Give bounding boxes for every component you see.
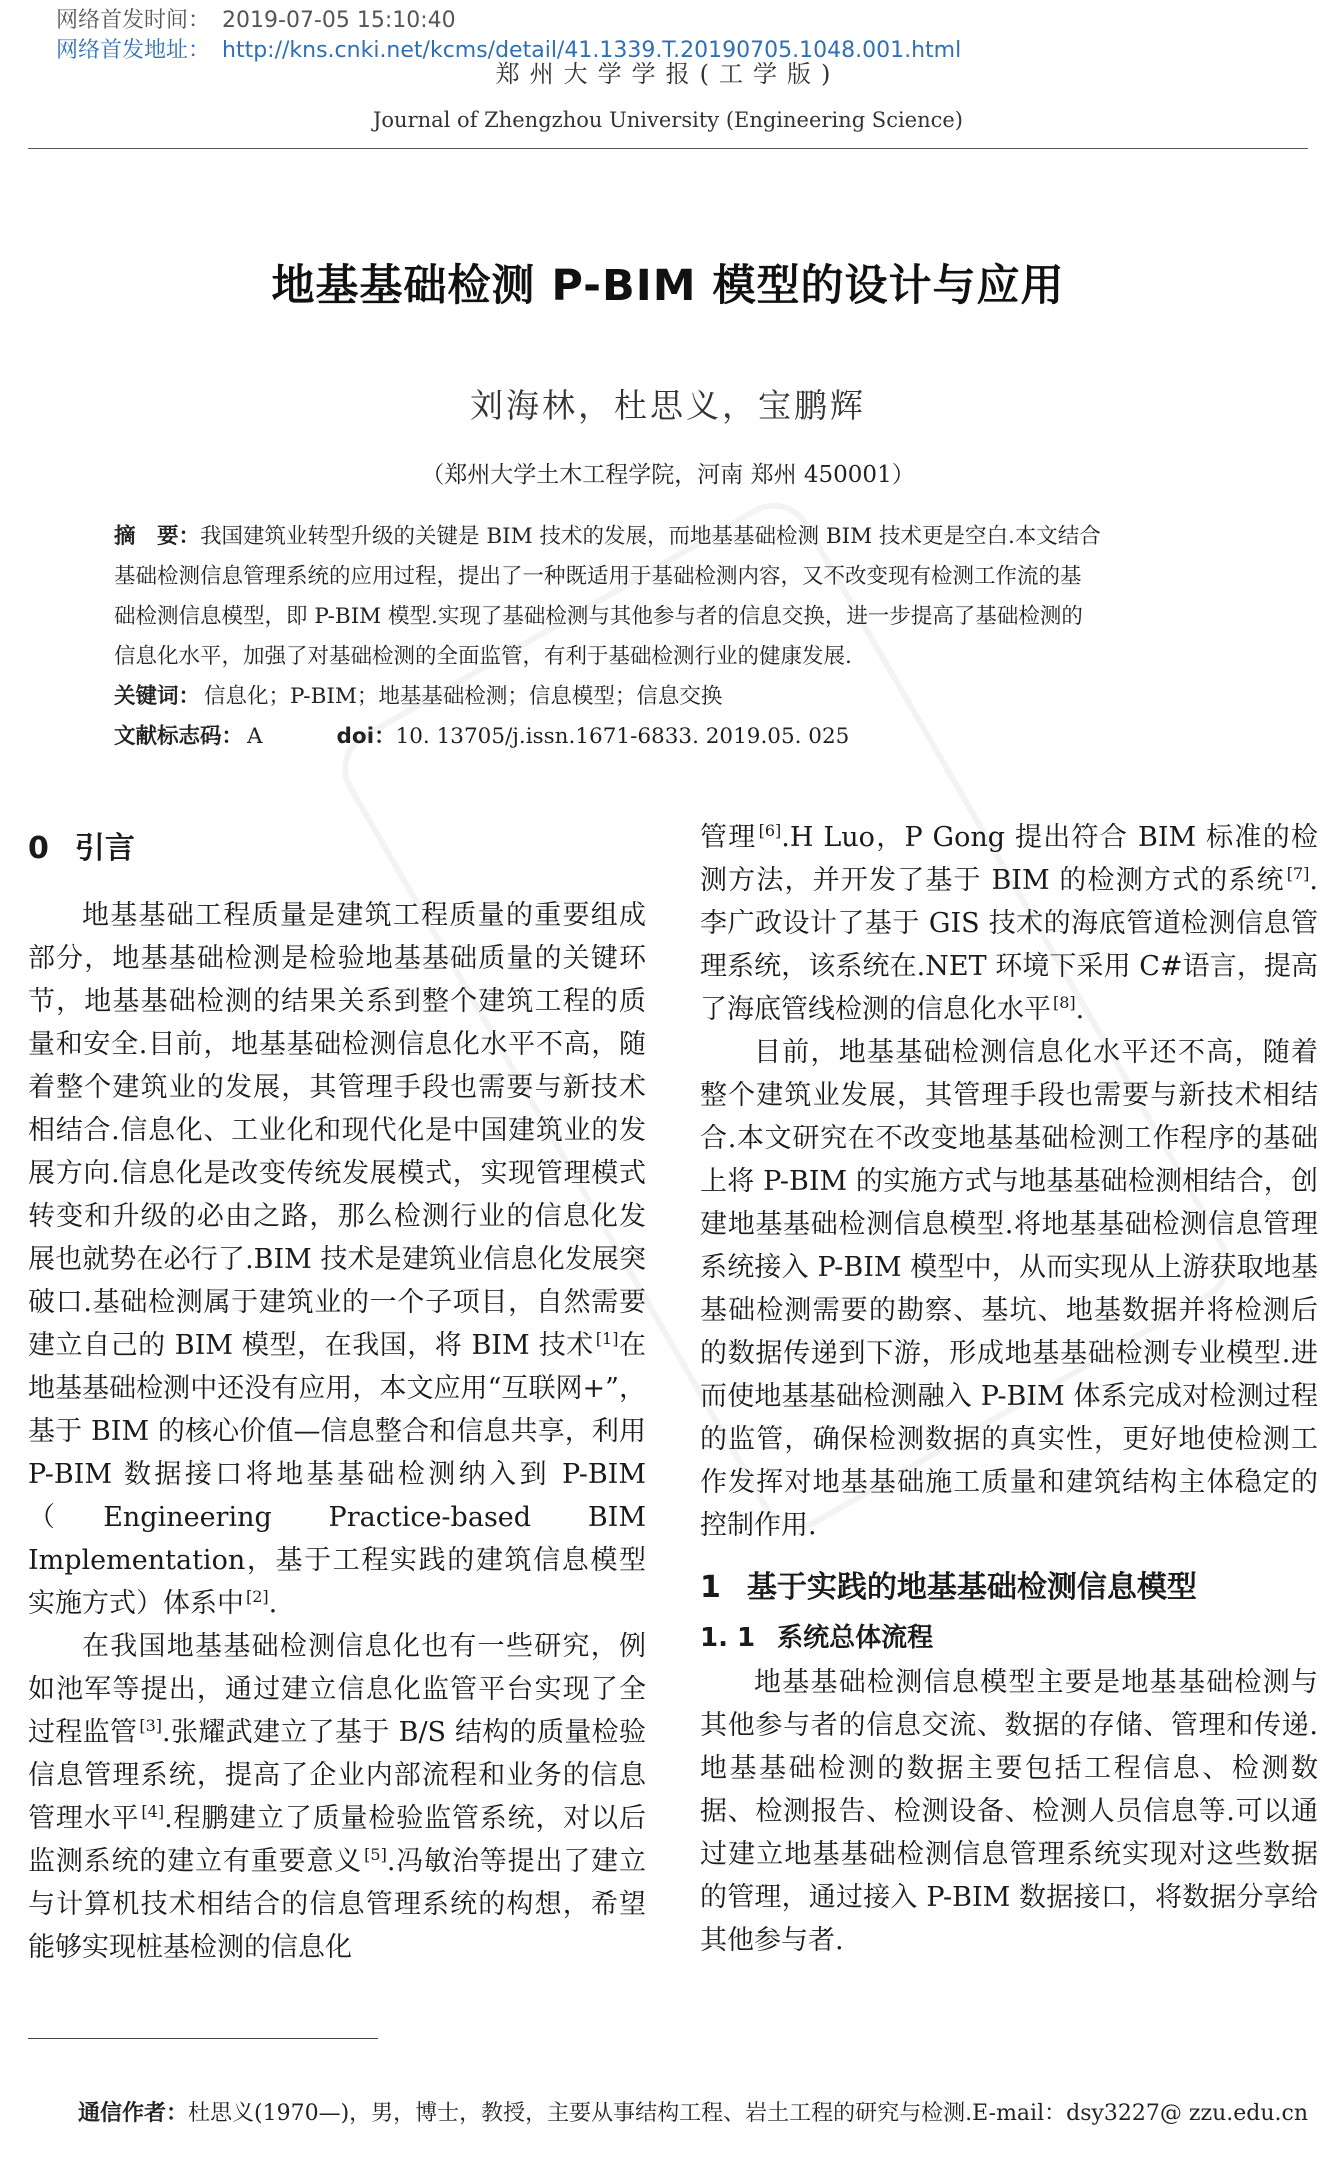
section-0-title: 引言 [74,831,135,866]
paper-title: 地基基础检测 P-BIM 模型的设计与应用 [271,261,1065,311]
abstract-block [114,517,1224,757]
citation-1: [1] [595,1329,619,1348]
footnote-divider [28,2038,378,2039]
abstract-line-1 [114,517,1224,557]
intro-p2-cont-c: .李广政设计了基于 GIS 技术的海底管道检测信息管理系统，该系统在.NET 环境下采用 C#语言，提高了海底管线检测的信息化水平 [700,865,1318,1025]
abstract-line-4: 信息化水平，加强了对基础检测的全面监管，有利于基础检测行业的健康发展. [114,644,852,669]
intro-p1-text-b: 在地基基础检测中还没有应用，本文应用“互联网+”，基于 BIM 的核心价值—信息整合和信息共享，利用 P-BIM 数据接口将地基基础检测纳入到 P-BIM（Engineering Practice-based BIM Implementation，基于工程实践的建筑信息模型实施方式）体系中 [28,1330,647,1619]
header-divider [28,148,1308,149]
citation-8: [8] [1053,993,1076,1012]
online-date-row [56,6,961,36]
section-1-1-number: 1. 1 [700,1623,756,1653]
citation-3: [3] [139,1716,163,1735]
doi-value: 10. 13705/j.issn.1671-6833. 2019.05. 025 [395,724,850,749]
journal-name-cn: 郑州大学学报(工学版) [495,60,841,88]
intro-p2-cont-a: 管理 [700,822,757,853]
online-date-label: 网络首发时间： [56,8,211,33]
intro-p2-text-b: .张耀武建立了基于 B/S 结构的质量检验信息管理系统，提高了企业内部流程和业务的信息管理水平 [28,1717,647,1834]
left-column [28,826,646,1969]
journal-name-en: Journal of Zhengzhou University (Engineering Science) [372,108,964,132]
keywords-label: 关键词： [114,684,201,709]
intro-paragraph-2-continued [700,816,1318,1031]
doi-label: doi： [336,724,396,749]
intro-p2-text-c: .程鹏建立了质量检验监管系统，对以后监测系统的建立有重要意义 [28,1803,647,1877]
intro-p2-text-d: .冯敏治等提出了建立与计算机技术相结合的信息管理系统的构想，希望能够实现桩基检测的信息化 [28,1846,646,1963]
corresponding-author-footnote [78,2096,1318,2127]
section-1-title: 基于实践的地基基础检测信息模型 [746,1570,1197,1605]
intro-p1-text-a: 地基基础工程质量是建筑工程质量的重要组成部分，地基基础检测是检验地基基础质量的关键环节，地基基础检测的结果关系到整个建筑工程的质量和安全.目前，地基基础检测信息化水平不高，随着整个建筑业的发展，其管理手段也需要与新技术相结合.信息化、工业化和现代化是中国建筑业的发展方向.信息化是改变传统发展模式，实现管理模式转变和升级的必由之路，那么检测行业的信息化发展也就势在必行了.BIM 技术是建筑业信息化发展突破口.基础检测属于建筑业的一个子项目，自然需要建立自己的 BIM 模型，在我国，将 BIM 技术 [28,900,646,1361]
online-date-value: 2019-07-05 15:10:40 [222,8,456,33]
doi-group [337,724,850,749]
right-column [700,816,1318,1962]
online-url-label: 网络首发地址： [56,38,211,63]
intro-p1-text-c: . [268,1588,278,1619]
intro-p2-cont-b: .H Luo，P Gong 提出符合 BIM 标准的检测方法，并开发了基于 BIM 的检测方式的系统 [700,822,1319,896]
doc-code-line [114,717,1224,757]
intro-p2-text-a: 在我国地基基础检测信息化也有一些研究，例如池军等提出，通过建立信息化监管平台实现了全过程监管 [28,1631,646,1748]
section-1-heading [700,1565,1318,1611]
keywords-value: 信息化；P-BIM；地基基础检测；信息模型；信息交换 [204,684,723,709]
intro-paragraph-2 [28,1625,646,1969]
section-1-1-paragraph: 地基基础检测信息模型主要是地基基础检测与其他参与者的信息交流、数据的存储、管理和传递.地基基础检测的数据主要包括工程信息、检测数据、检测报告、检测设备、检测人员信息等.可以通过建立地基基础检测信息管理系统实现对这些数据的管理，通过接入 P-BIM 数据接口，将数据分享给其他参与者. [700,1667,1318,1956]
section-0-number: 0 [28,831,49,866]
section-0-heading [28,826,646,872]
citation-2: [2] [246,1587,269,1606]
paper-authors: 刘海林，杜思义，宝鹏辉 [470,386,866,425]
citation-6: [6] [758,821,782,840]
doc-code-label: 文献标志码： [114,724,244,749]
section-1-number: 1 [700,1570,721,1605]
online-url-link[interactable]: http://kns.cnki.net/kcms/detail/41.1339.T.20190705.1048.001.html [222,38,962,63]
abstract-line-2: 基础检测信息管理系统的应用过程，提出了一种既适用于基础检测内容，又不改变现有检测工作流的基 [114,564,1082,589]
citation-4: [4] [141,1802,165,1821]
intro-p2-cont-d: . [1075,994,1085,1025]
footnote-label: 通信作者： [78,2101,189,2126]
abstract-text-1: 我国建筑业转型升级的关键是 BIM 技术的发展，而地基基础检测 BIM 技术更是空白.本文结合 [200,524,1101,549]
citation-7: [7] [1286,864,1310,883]
section-1-1-heading [700,1615,1318,1661]
intro-paragraph-1 [28,894,646,1625]
intro-paragraph-3: 目前，地基基础检测信息化水平还不高，随着整个建筑业发展，其管理手段也需要与新技术相结合.本文研究在不改变地基基础检测工作程序的基础上将 P-BIM 的实施方式与地基基础检测相结合，创建地基基础检测信息模型.将地基基础检测信息管理系统接入 P-BIM 模型中，从而实现从上游获取地基基础检测需要的勘察、基坑、地基数据并将检测后的数据传递到下游，形成地基基础检测专业模型.进而使地基基础检测融入 P-BIM 体系完成对检测过程的监管，确保检测数据的真实性，更好地使检测工作发挥对地基基础施工质量和建筑结构主体稳定的控制作用. [700,1037,1318,1541]
footnote-text: 杜思义(1970—)，男，博士，教授，主要从事结构工程、岩土工程的研究与检测.E-mail：dsy3227@ zzu.edu.cn [188,2101,1308,2126]
abstract-label: 摘 要： [114,524,201,549]
abstract-line-3: 础检测信息模型，即 P-BIM 模型.实现了基础检测与其他参与者的信息交换，进一步提高了基础检测的 [114,604,1083,629]
keywords-line [114,677,1224,717]
section-1-1-title: 系统总体流程 [777,1623,934,1653]
doc-code-value: A [247,724,263,749]
paper-affiliation: （郑州大学土木工程学院，河南 郑州 450001） [421,462,915,488]
citation-5: [5] [364,1845,387,1864]
